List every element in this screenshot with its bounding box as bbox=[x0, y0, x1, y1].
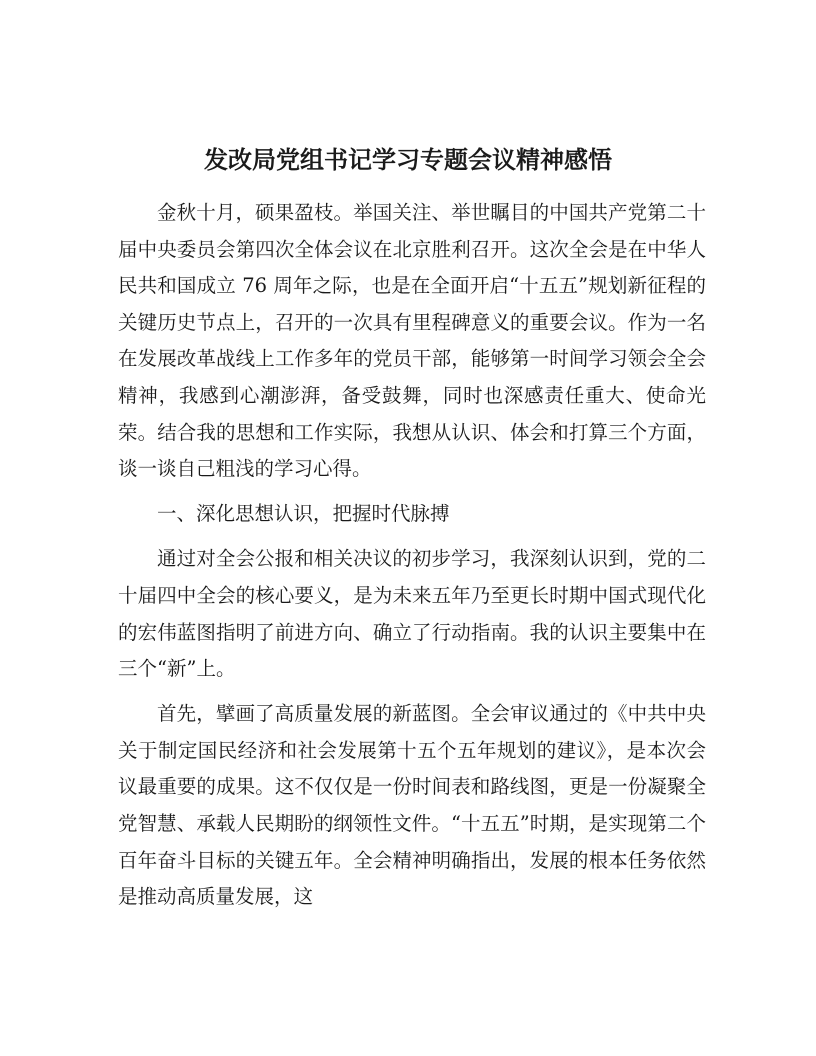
paragraph-intro: 金秋十月，硕果盈枝。举国关注、举世瞩目的中国共产党第二十届中央委员会第四次全体会议在北京胜利召开。这次全会是在中华人民共和国成立 76 周年之际，也是在全面开启“十五五”规划新征程的关键历史节点上，召开的一次具有里程碑意义的重要会议。作为一名在发展改革战线上工作多年的党员干部，能够第一时间学习领会全会精神，我感到心潮澎湃，备受鼓舞，同时也深感责任重大、使命光荣。结合我的思想和工作实际，我想从认识、体会和打算三个方面，谈一谈自己粗浅的学习心得。 bbox=[118, 201, 706, 481]
paragraph-understanding: 通过对全会公报和相关决议的初步学习，我深刻认识到，党的二十届四中全会的核心要义，是为未来五年乃至更长时期中国式现代化的宏伟蓝图指明了前进方向、确立了行动指南。我的认识主要集中在三个“新”上。 bbox=[118, 547, 706, 681]
document-title: 发改局党组书记学习专题会议精神感悟 bbox=[204, 146, 612, 174]
paragraph-first-point: 首先，擘画了高质量发展的新蓝图。全会审议通过的《中共中央关于制定国民经济和社会发展第十五个五年规划的建议》，是本次会议最重要的成果。这不仅仅是一份时间表和路线图，更是一份凝聚全党智慧、承载人民期盼的纲领性文件。“十五五”时期，是实现第二个百年奋斗目标的关键五年。全会精神明确指出，发展的根本任务依然是推动高质量发展，这 bbox=[118, 702, 706, 909]
section-heading-1: 一、深化思想认识，把握时代脉搏 bbox=[157, 502, 450, 526]
document-body bbox=[118, 195, 706, 924]
